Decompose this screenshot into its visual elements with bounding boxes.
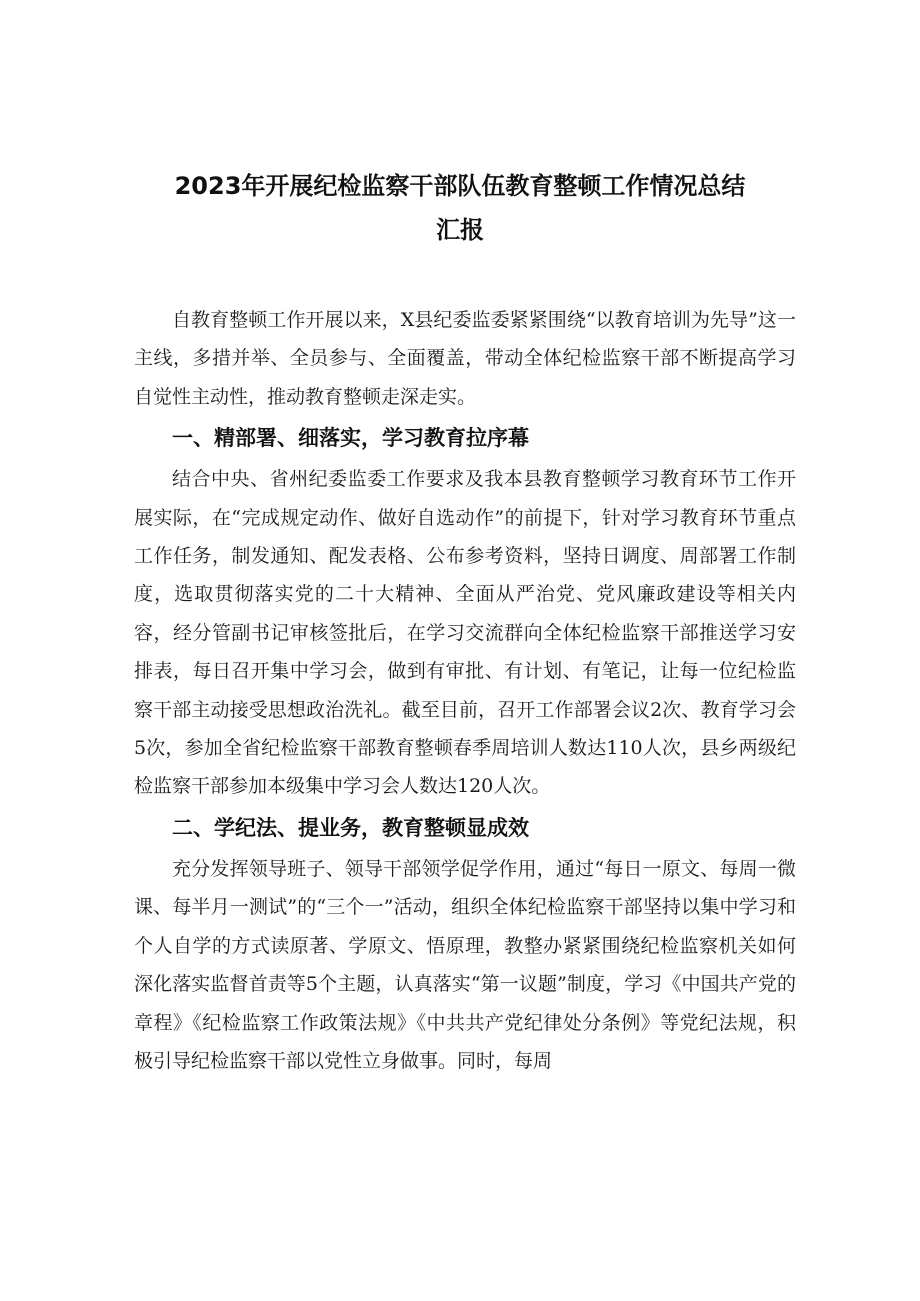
section-2-heading: 二、学纪法、提业务，教育整顿显成效 (172, 815, 529, 840)
intro-paragraph: 自教育整顿工作开展以来，X县纪委监委紧紧围绕“以教育培训为先导”这一主线，多措并举、全员参与、全面覆盖，带动全体纪检监察干部不断提高学习自觉性主动性，推动教育整顿走深走实。 (134, 309, 796, 408)
document-body (134, 301, 796, 1080)
document-title-line2: 汇报 (436, 216, 484, 244)
section-1-heading: 一、精部署、细落实，学习教育拉序幕 (172, 426, 529, 451)
document-title-line1: 2023年开展纪检监察干部队伍教育整顿工作情况总结 (174, 172, 746, 200)
section-2-paragraph: 充分发挥领导班子、领导干部领学促学作用，通过“每日一原文、每周一微课、每半月一测试”的“三个一”活动，组织全体纪检监察干部坚持以集中学习和个人自学的方式读原著、学原文、悟原理，教整办紧紧围绕纪检监察机关如何深化落实监督首责等5个主题，认真落实“第一议题”制度，学习《中国共产党的章程》《纪检监察工作政策法规》《中共共产党纪律处分条例》等党纪法规，积极引导纪检监察干部以党性立身做事。同时，每周 (134, 857, 796, 1072)
section-1-paragraph: 结合中央、省州纪委监委工作要求及我本县教育整顿学习教育环节工作开展实际，在“完成规定动作、做好自选动作”的前提下，针对学习教育环节重点工作任务，制发通知、配发表格、公布参考资料，坚持日调度、周部署工作制度，选取贯彻落实党的二十大精神、全面从严治党、党风廉政建设等相关内容，经分管副书记审核签批后，在学习交流群向全体纪检监察干部推送学习安排表，每日召开集中学习会，做到有审批、有计划、有笔记，让每一位纪检监察干部主动接受思想政治洗礼。截至目前，召开工作部署会议2次、教育学习会5次，参加全省纪检监察干部教育整顿春季周培训人数达110人次，县乡两级纪检监察干部参加本级集中学习会人数达120人次。 (134, 468, 796, 798)
